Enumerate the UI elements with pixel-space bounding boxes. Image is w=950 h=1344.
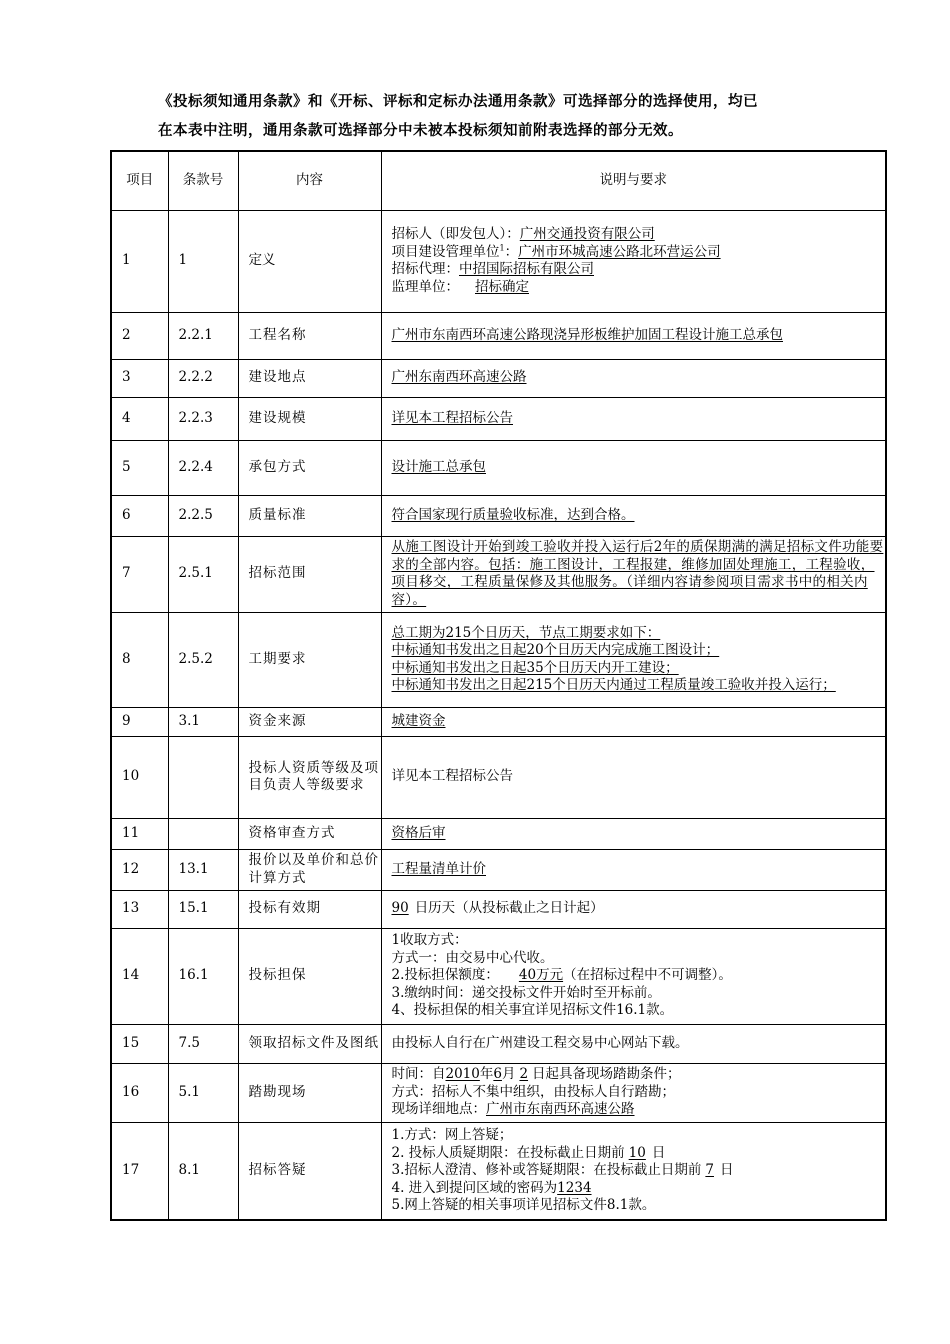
bond-amount: 40万元	[518, 967, 564, 984]
clause-no: 8.1	[168, 1122, 238, 1220]
table-row	[111, 736, 886, 818]
qa-query-label: 2. 投标人质疑期限：在投标截止日期前	[391, 1144, 625, 1161]
desc	[381, 818, 886, 849]
clause-no: 2.2.1	[168, 312, 238, 359]
content: 工程名称	[238, 312, 381, 359]
clause-no: 16.1	[168, 928, 238, 1024]
content: 资格审查方式	[238, 818, 381, 849]
site-location: 广州东南西环高速公路	[391, 369, 527, 386]
clause-no: 13.1	[168, 849, 238, 890]
project-name: 广州市东南西环高速公路现浇异形板维护加固工程设计施工总承包	[391, 326, 783, 343]
desc	[381, 928, 886, 1024]
content: 领取招标文件及图纸	[238, 1024, 381, 1063]
visit-location-label: 现场详细地点：	[391, 1101, 486, 1118]
content: 踏勘现场	[238, 1063, 381, 1122]
pricing-method: 工程量清单计价	[391, 860, 486, 877]
clause-no: 7.5	[168, 1024, 238, 1063]
visit-time-rest: 日起具备现场踏勘条件；	[532, 1066, 681, 1083]
clause-no	[168, 736, 238, 818]
item-no: 14	[111, 928, 168, 1024]
bond-amount-label: 2.投标担保额度：	[391, 967, 499, 984]
quality-standard: 符合国家现行质量验收标准，达到合格。	[391, 506, 635, 523]
item-no: 8	[111, 612, 168, 707]
fund-source: 城建资金	[391, 712, 446, 729]
content: 定义	[238, 210, 381, 312]
footnote-mark: 1	[499, 243, 505, 252]
desc	[381, 495, 886, 536]
contract-mode: 设计施工总承包	[391, 458, 486, 475]
item-no: 5	[111, 440, 168, 495]
desc	[381, 440, 886, 495]
agent-label: 招标代理：	[391, 261, 459, 277]
content: 投标有效期	[238, 890, 381, 928]
schedule-line: 中标通知书发出之日起20个日历天内完成施工图设计；	[391, 642, 720, 658]
qa-query-days: 10	[628, 1144, 646, 1161]
item-no: 9	[111, 707, 168, 736]
desc	[381, 1063, 886, 1122]
qa-clarify-label: 3.招标人澄清、修补或答疑期限：在投标截止日期前	[391, 1162, 702, 1178]
item-no: 15	[111, 1024, 168, 1063]
validity-days: 90	[391, 900, 409, 917]
desc	[381, 312, 886, 359]
bid-scope: 从施工图设计开始到竣工验收并投入运行后2年的质保期满的满足招标文件功能要求的全部内容。包括：施工图设计，工程报建，维修加固处理施工，工程验收，项目移交，工程质量保修及其他服务。（详细内容请参阅项目需求书中的相关内容）。	[391, 539, 884, 608]
visit-mode: 方式：招标人不集中组织，由投标人自行踏勘；	[391, 1083, 675, 1100]
intro-line-2: 在本表中注明，通用条款可选择部分中未被本投标须知前附表选择的部分无效。	[158, 123, 683, 139]
item-no: 4	[111, 397, 168, 440]
item-no: 1	[111, 210, 168, 312]
content: 招标答疑	[238, 1122, 381, 1220]
table-row	[111, 397, 886, 440]
content: 工期要求	[238, 612, 381, 707]
bond-amount-note: （在招标过程中不可调整）。	[563, 967, 732, 984]
visit-month-unit: 月	[501, 1066, 516, 1083]
clause-no: 3.1	[168, 707, 238, 736]
visit-time-label: 时间：自	[391, 1066, 446, 1083]
visit-day: 2	[519, 1066, 529, 1083]
desc	[381, 359, 886, 397]
item-no: 7	[111, 536, 168, 612]
desc	[381, 849, 886, 890]
desc	[381, 612, 886, 707]
bid-instructions-table	[110, 150, 887, 1221]
item-no: 17	[111, 1122, 168, 1220]
table-row	[111, 440, 886, 495]
qa-line: 1.方式：网上答疑；	[391, 1127, 513, 1143]
content: 承包方式	[238, 440, 381, 495]
visit-month: 6	[493, 1066, 502, 1083]
desc	[381, 707, 886, 736]
intro-note	[130, 88, 850, 146]
manager-colon: ：	[504, 243, 519, 260]
desc	[381, 536, 886, 612]
desc	[381, 1122, 886, 1220]
supervisor-value: 招标确定	[475, 278, 529, 295]
table-row	[111, 849, 886, 890]
bond-line: 4、投标担保的相关事宜详见招标文件16.1款。	[391, 1002, 674, 1019]
visit-year-unit: 年	[479, 1066, 494, 1083]
clause-no: 2.2.5	[168, 495, 238, 536]
scale: 详见本工程招标公告	[391, 409, 513, 426]
manager-value: 广州市环城高速公路北环营运公司	[518, 243, 721, 260]
item-no: 13	[111, 890, 168, 928]
content: 建设地点	[238, 359, 381, 397]
table-row	[111, 612, 886, 707]
table-row	[111, 890, 886, 928]
content: 质量标准	[238, 495, 381, 536]
content: 报价以及单价和总价计算方式	[238, 849, 381, 890]
agent-value: 中招国际招标有限公司	[459, 261, 594, 277]
table-row	[111, 312, 886, 359]
item-no: 3	[111, 359, 168, 397]
desc	[381, 736, 886, 818]
clause-no: 2.5.1	[168, 536, 238, 612]
qualification-review: 资格后审	[391, 824, 446, 841]
item-no: 6	[111, 495, 168, 536]
clause-no: 2.2.4	[168, 440, 238, 495]
bond-line: 3.缴纳时间：递交投标文件开始时至开标前。	[391, 984, 661, 1001]
qa-password: 1234	[557, 1179, 592, 1196]
clause-no: 5.1	[168, 1063, 238, 1122]
owner-label: 招标人（即发包人）：	[391, 226, 520, 242]
content: 建设规模	[238, 397, 381, 440]
table-row	[111, 1024, 886, 1063]
item-no: 12	[111, 849, 168, 890]
schedule-line: 中标通知书发出之日起35个日历天内开工建设；	[391, 659, 679, 676]
table-row	[111, 359, 886, 397]
visit-year: 2010	[445, 1066, 480, 1083]
clause-no: 2.2.2	[168, 359, 238, 397]
visit-location: 广州市东南西环高速公路	[486, 1101, 635, 1118]
table-row	[111, 210, 886, 312]
header-content: 内容	[238, 151, 381, 210]
qualification: 详见本工程招标公告	[391, 768, 513, 785]
table-row	[111, 495, 886, 536]
table-row	[111, 928, 886, 1024]
qa-query-unit: 日	[651, 1144, 666, 1161]
table-row	[111, 707, 886, 736]
schedule-line: 中标通知书发出之日起215个日历天内通过工程质量竣工验收并投入运行；	[391, 677, 836, 693]
owner-value: 广州交通投资有限公司	[519, 226, 655, 242]
doc-download: 由投标人自行在广州建设工程交易中心网站下载。	[391, 1034, 689, 1051]
desc	[381, 397, 886, 440]
content: 资金来源	[238, 707, 381, 736]
item-no: 11	[111, 818, 168, 849]
header-item: 项目	[111, 151, 168, 210]
manager-label: 项目建设管理单位	[391, 243, 500, 260]
qa-clarify-days: 7	[705, 1162, 714, 1178]
desc	[381, 210, 886, 312]
clause-no	[168, 818, 238, 849]
table-header-row	[111, 151, 886, 210]
table-row	[111, 1063, 886, 1122]
validity-text: 日历天（从投标截止之日计起）	[414, 900, 604, 917]
supervisor-label: 监理单位：	[391, 278, 459, 295]
clause-no: 15.1	[168, 890, 238, 928]
content: 投标人资质等级及项目负责人等级要求	[238, 736, 381, 818]
desc	[381, 1024, 886, 1063]
item-no: 16	[111, 1063, 168, 1122]
table-row	[111, 818, 886, 849]
table-row	[111, 536, 886, 612]
bond-line: 方式一：由交易中心代收。	[391, 949, 554, 966]
schedule-line: 总工期为215个日历天，节点工期要求如下：	[391, 624, 661, 641]
intro-line-1: 《投标须知通用条款》和《开标、评标和定标办法通用条款》可选择部分的选择使用，均已	[158, 94, 758, 110]
item-no: 2	[111, 312, 168, 359]
item-no: 10	[111, 736, 168, 818]
header-desc: 说明与要求	[381, 151, 886, 210]
clause-no: 2.5.2	[168, 612, 238, 707]
desc	[381, 890, 886, 928]
clause-no: 1	[168, 210, 238, 312]
header-clause: 条款号	[168, 151, 238, 210]
bond-line: 1收取方式：	[391, 932, 468, 949]
qa-clarify-unit: 日	[719, 1162, 734, 1178]
table-row	[111, 1122, 886, 1220]
qa-password-label: 4. 进入到提问区域的密码为	[391, 1179, 558, 1196]
content: 投标担保	[238, 928, 381, 1024]
qa-line: 5.网上答疑的相关事项详见招标文件8.1款。	[391, 1197, 656, 1213]
content: 招标范围	[238, 536, 381, 612]
clause-no: 2.2.3	[168, 397, 238, 440]
